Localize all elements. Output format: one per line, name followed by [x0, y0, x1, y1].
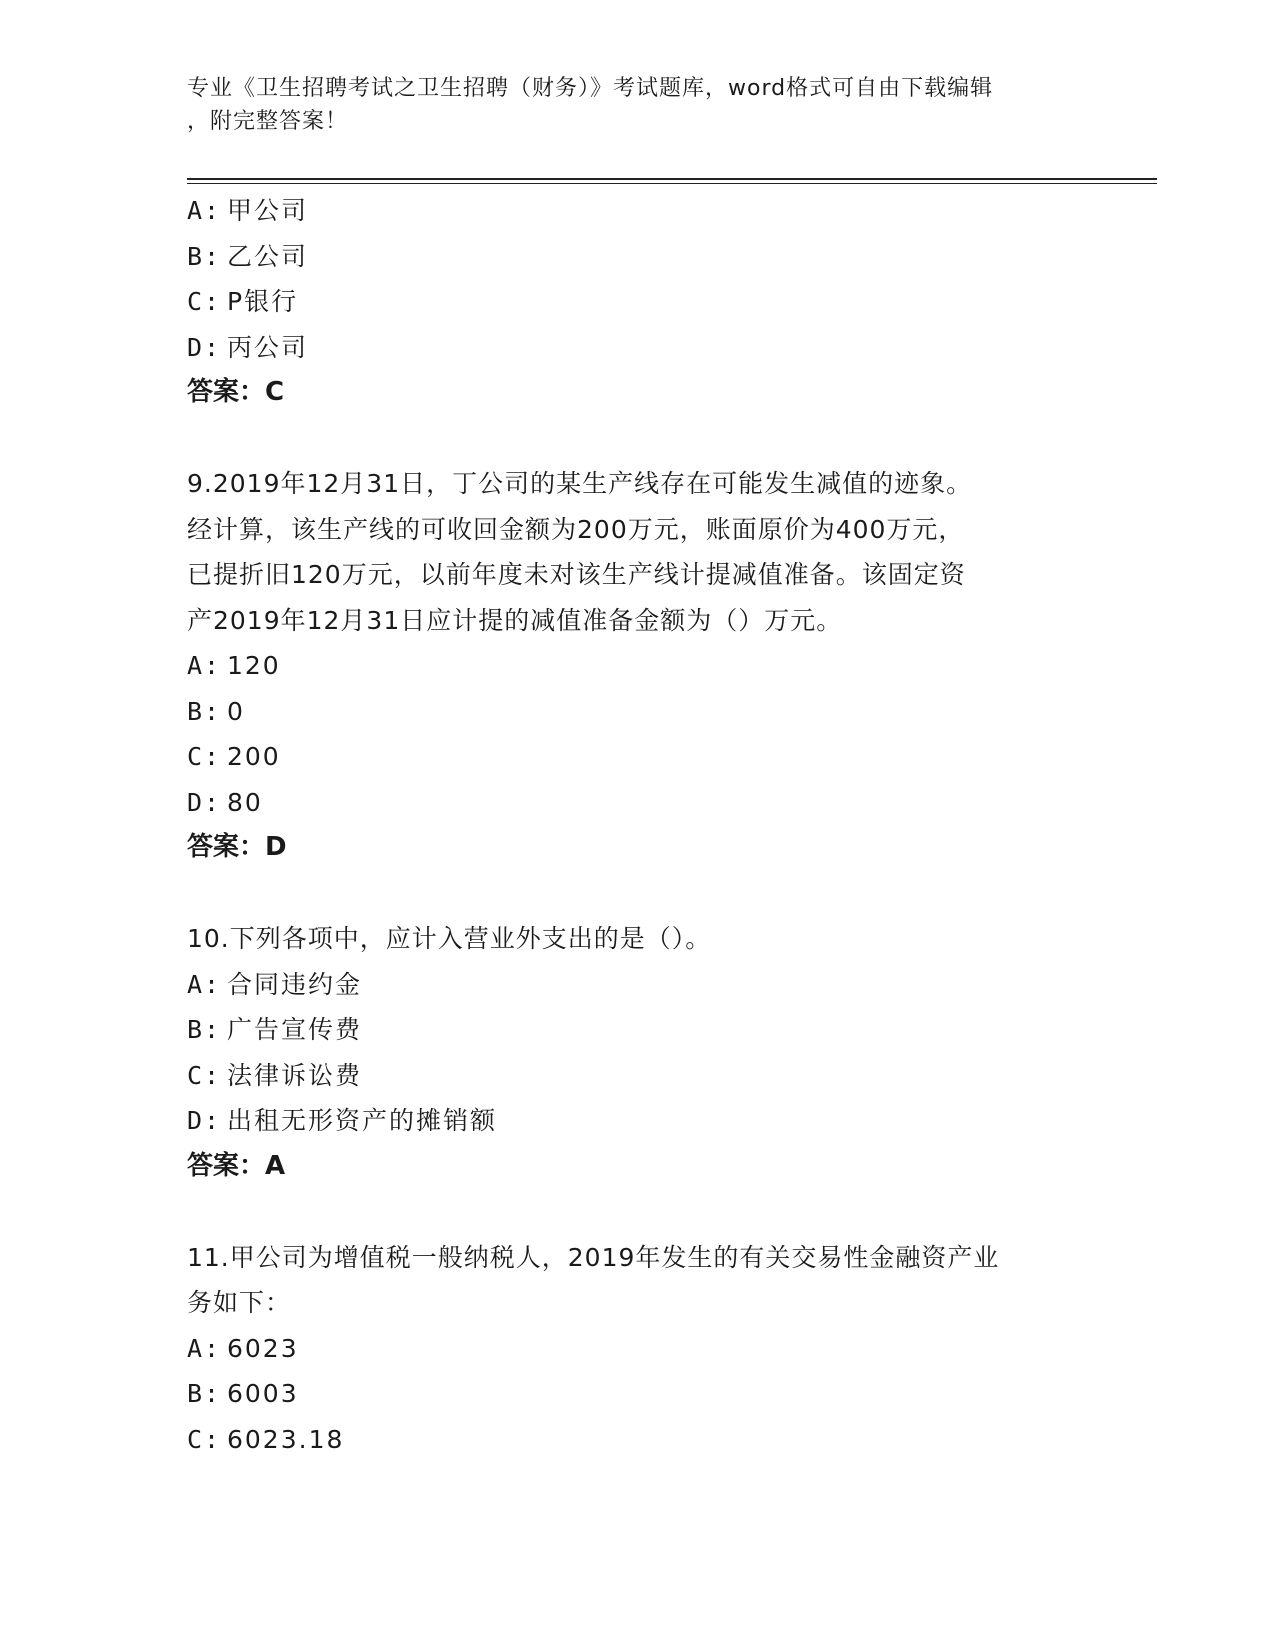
- header-divider-thin: [187, 183, 1157, 184]
- spacer: [187, 1189, 1087, 1235]
- question-stem-line: 产2019年12月31日应计提的减值准备金额为（）万元。: [187, 605, 843, 635]
- question-stem-line: 务如下：: [187, 1288, 292, 1317]
- option-c: C: 6023.18: [187, 1424, 345, 1454]
- option-c: C: 200: [187, 742, 281, 771]
- header-line-2: ，附完整答案！: [187, 109, 349, 134]
- question-9: [187, 461, 1087, 871]
- answer: 答案：A: [187, 1150, 286, 1181]
- option-a: A: 6023: [187, 1333, 299, 1363]
- option-b: B: 0: [187, 696, 245, 726]
- option-b: B: 乙公司: [187, 241, 309, 271]
- option-a: A: 甲公司: [187, 196, 309, 225]
- option-d: D: 丙公司: [187, 332, 309, 362]
- question-11: [187, 1235, 1087, 1463]
- question-stem-line: 11.甲公司为增值税一般纳税人，2019年发生的有关交易性金融资产业: [187, 1242, 1000, 1272]
- option-a: A: 120: [187, 651, 281, 680]
- option-c: C: 法律诉讼费: [187, 1060, 363, 1090]
- question-stem-line: 9.2019年12月31日，丁公司的某生产线存在可能发生减值的迹象。: [187, 469, 973, 498]
- option-b: B: 广告宣传费: [187, 1015, 363, 1044]
- question-10: [187, 916, 1087, 1189]
- option-d: D: 出租无形资产的摊销额: [187, 1106, 498, 1135]
- header-divider-thick: [187, 178, 1157, 180]
- header-line-1: 专业《卫生招聘考试之卫生招聘（财务）》考试题库，word格式可自由下载编辑: [187, 76, 994, 101]
- spacer: [187, 416, 1087, 462]
- question-stem-line: 10.下列各项中，应计入营业外支出的是（）。: [187, 924, 712, 953]
- question-8: [187, 188, 1087, 416]
- question-stem-line: 经计算，该生产线的可收回金额为200万元，账面原价为400万元，: [187, 514, 965, 544]
- answer: 答案：D: [187, 832, 287, 862]
- option-b: B: 6003: [187, 1379, 299, 1408]
- option-d: D: 80: [187, 787, 263, 817]
- document-header: [187, 72, 1087, 138]
- option-c: C: P银行: [187, 287, 299, 316]
- option-a: A: 合同违约金: [187, 969, 363, 999]
- spacer: [187, 871, 1087, 917]
- question-stem-line: 已提折旧120万元，以前年度未对该生产线计提减值准备。该固定资: [187, 560, 966, 589]
- question-list: [187, 188, 1087, 1462]
- answer: 答案：C: [187, 377, 285, 407]
